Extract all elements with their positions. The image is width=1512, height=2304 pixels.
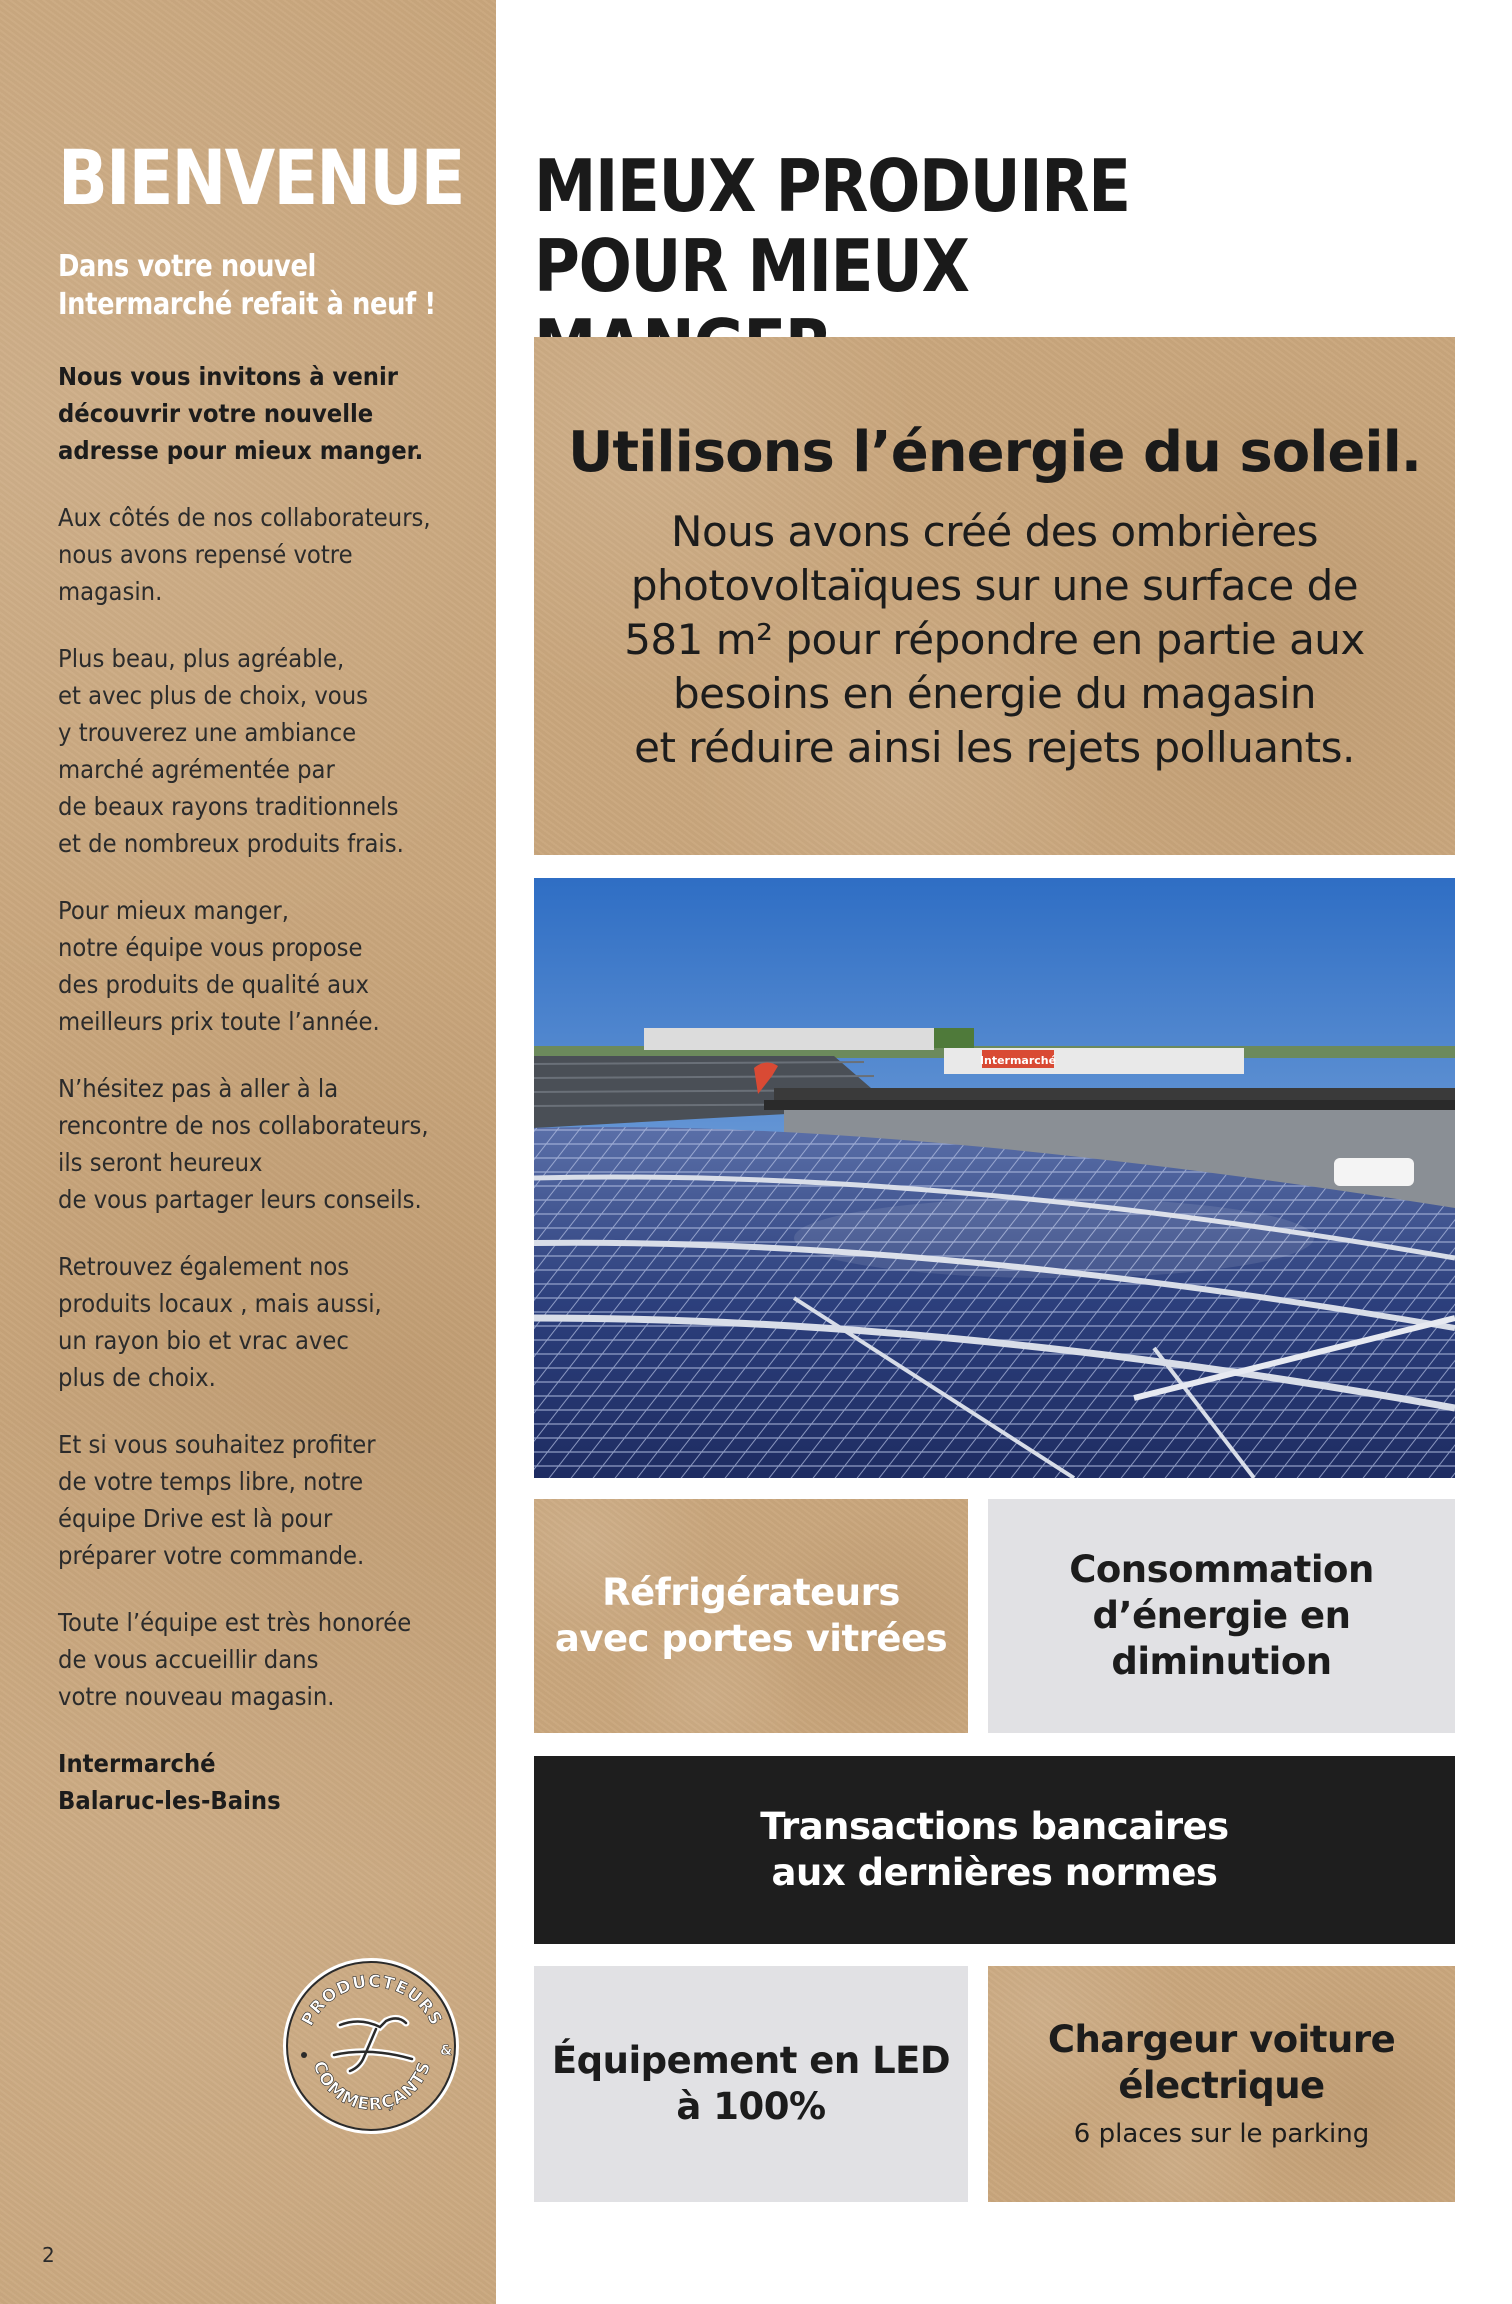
seal-ampersand: &: [440, 2043, 453, 2059]
producteurs-commercants-seal-icon: [280, 1955, 462, 2137]
led-tile: [534, 1966, 968, 2202]
energy-tile: [988, 1499, 1455, 1733]
page-number: 2: [42, 2243, 55, 2267]
seal-bottom-text: COMMERÇANTS: [308, 2058, 436, 2115]
letter-paragraph: N’hésitez pas à aller à la rencontre de nos collaborateurs, ils seront heureux de vous partager leurs conseils.: [58, 1074, 429, 1214]
led-label: Équipement en LED à 100%: [551, 2039, 951, 2128]
energy-label: Consommation d’énergie en diminution: [1069, 1548, 1374, 1683]
charger-tile: [988, 1966, 1455, 2202]
solar-description: Nous avons créé des ombrières photovoltaïques sur une surface de 581 m² pour répondre en partie aux besoins en énergie du magasin et réduire ainsi les rejets polluants.: [624, 507, 1365, 772]
svg-text:COMMERÇANTS: [309, 2059, 436, 2115]
letter-paragraph: Et si vous souhaitez profiter de votre temps libre, notre équipe Drive est là pour préparer votre commande.: [58, 1430, 376, 1570]
solar-roof-illustration: [534, 878, 1455, 1478]
solar-energy-panel: [534, 337, 1455, 855]
fridges-tile: [534, 1499, 968, 1733]
welcome-letter: [58, 358, 477, 1849]
letter-paragraph: Retrouvez également nos produits locaux , mais aussi, un rayon bio et vrac avec plus de choix.: [58, 1252, 382, 1392]
seal-top-text: PRODUCTEURS: [297, 1971, 447, 2030]
letter-paragraph: Aux côtés de nos collaborateurs, nous avons repensé votre magasin.: [58, 503, 431, 606]
banking-label: Transactions bancaires aux dernières normes: [760, 1805, 1229, 1894]
solar-panels-photo: [534, 878, 1455, 1478]
solar-headline: Utilisons l’énergie du soleil.: [567, 420, 1422, 485]
signature: Intermarché Balaruc-les-Bains: [58, 1749, 281, 1815]
welcome-title: BIENVENUE: [58, 133, 464, 222]
banking-tile: [534, 1756, 1455, 1944]
charger-label: Chargeur voiture électrique: [1047, 2018, 1396, 2107]
letter-paragraph: Pour mieux manger, notre équipe vous propose des produits de qualité aux meilleurs prix toute l’année.: [58, 896, 380, 1036]
fridges-label: Réfrigérateurs avec portes vitrées: [554, 1571, 948, 1660]
letter-paragraph: Plus beau, plus agréable, et avec plus de choix, vous y trouverez une ambiance marché agrémentée par de beaux rayons traditionnels et de nombreux produits frais.: [58, 644, 404, 858]
intro-paragraph: Nous vous invitons à venir découvrir votre nouvelle adresse pour mieux manger.: [58, 362, 424, 465]
welcome-sidebar: [0, 0, 496, 2304]
charger-note: 6 places sur le parking: [1073, 2119, 1370, 2149]
letter-paragraph: Toute l’équipe est très honorée de vous accueillir dans votre nouveau magasin.: [58, 1608, 412, 1711]
welcome-subtitle: Dans votre nouvel Intermarché refait à neuf !: [58, 249, 436, 322]
main-title: MIEUX PRODUIRE POUR MIEUX: [534, 144, 1130, 308]
store-sign: Intermarché: [979, 1054, 1057, 1067]
